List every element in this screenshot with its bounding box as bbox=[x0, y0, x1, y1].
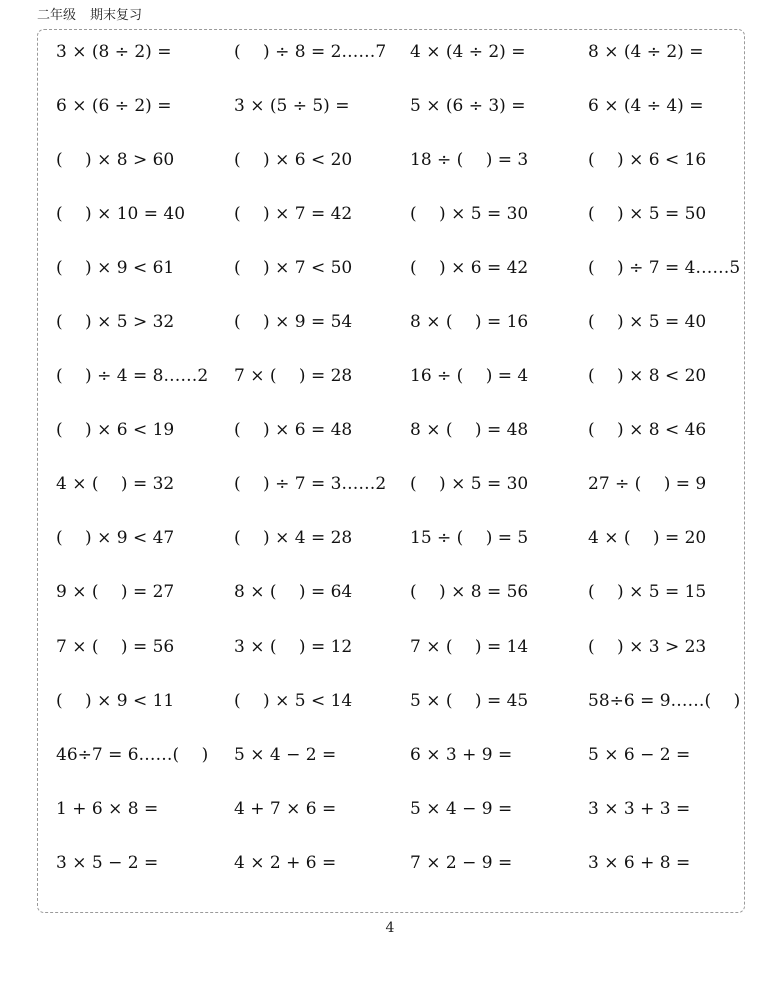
math-problem: 5 × 4 − 9 = bbox=[410, 798, 513, 819]
problem-row bbox=[56, 524, 756, 578]
math-problem: ( ) × 3 > 23 bbox=[588, 636, 707, 657]
grade-label: 二年级 bbox=[37, 8, 77, 23]
math-problem: ( ) × 8 < 46 bbox=[588, 420, 707, 441]
math-problem: 6 × (4 ÷ 4) = bbox=[588, 96, 704, 117]
math-problem: ( ) × 7 = 42 bbox=[234, 204, 353, 225]
math-problem: ( ) × 5 = 15 bbox=[588, 582, 707, 603]
math-problem: ( ) × 9 < 47 bbox=[56, 528, 175, 549]
math-problem: ( ) × 6 < 20 bbox=[234, 150, 353, 171]
math-problem: 5 × (6 ÷ 3) = bbox=[410, 96, 526, 117]
math-problem: 4 × (4 ÷ 2) = bbox=[410, 42, 526, 62]
math-problem: 7 × ( ) = 56 bbox=[56, 636, 175, 657]
math-problem: ( ) × 5 = 30 bbox=[410, 204, 529, 225]
problem-row bbox=[56, 92, 756, 146]
section-label: 期末复习 bbox=[90, 8, 143, 23]
math-problem: ( ) × 8 > 60 bbox=[56, 150, 175, 171]
problem-row bbox=[56, 416, 756, 470]
math-problem: 58÷6 = 9……( ) bbox=[588, 690, 741, 711]
math-problem: ( ) ÷ 4 = 8……2 bbox=[56, 366, 209, 387]
math-problem: ( ) × 6 < 19 bbox=[56, 420, 175, 441]
math-problem: 3 × (5 ÷ 5) = bbox=[234, 96, 350, 117]
math-problem: 8 × ( ) = 48 bbox=[410, 420, 529, 441]
math-problem: 4 × ( ) = 20 bbox=[588, 528, 707, 549]
math-problem: 46÷7 = 6……( ) bbox=[56, 744, 209, 765]
math-problem: 18 ÷ ( ) = 3 bbox=[410, 150, 529, 171]
math-problem: 6 × (6 ÷ 2) = bbox=[56, 96, 172, 117]
math-problem: 6 × 3 + 9 = bbox=[410, 744, 513, 765]
math-problem: ( ) × 9 < 11 bbox=[56, 690, 175, 711]
math-problem: 3 × 6 + 8 = bbox=[588, 852, 691, 873]
math-problem: 8 × ( ) = 64 bbox=[234, 582, 353, 603]
page-header bbox=[37, 4, 142, 23]
problem-row bbox=[56, 200, 756, 254]
math-problem: 4 × ( ) = 32 bbox=[56, 474, 175, 495]
math-problem: ( ) × 5 > 32 bbox=[56, 312, 175, 333]
math-problem: 15 ÷ ( ) = 5 bbox=[410, 528, 529, 549]
problem-row bbox=[56, 578, 756, 632]
math-problem: ( ) × 5 = 50 bbox=[588, 204, 707, 225]
math-problem: ( ) × 9 < 61 bbox=[56, 258, 175, 279]
math-problem: 3 × 3 + 3 = bbox=[588, 798, 691, 819]
math-problem: ( ) × 10 = 40 bbox=[56, 204, 186, 225]
math-problem: ( ) × 6 < 16 bbox=[588, 150, 707, 171]
math-problem: 9 × ( ) = 27 bbox=[56, 582, 175, 603]
math-problem: ( ) ÷ 7 = 3……2 bbox=[234, 474, 387, 495]
math-problem: 8 × ( ) = 16 bbox=[410, 312, 529, 333]
math-problem: 3 × (8 ÷ 2) = bbox=[56, 42, 172, 62]
problem-row bbox=[56, 308, 756, 362]
math-problem: ( ) × 6 = 42 bbox=[410, 258, 529, 279]
math-problem: 7 × ( ) = 28 bbox=[234, 366, 353, 387]
math-problem: ( ) × 5 < 14 bbox=[234, 690, 353, 711]
problem-row bbox=[56, 849, 756, 903]
problem-row bbox=[56, 795, 756, 849]
problem-row bbox=[56, 741, 756, 795]
problem-row bbox=[56, 146, 756, 200]
problem-row bbox=[56, 38, 756, 92]
math-problem: ( ) × 9 = 54 bbox=[234, 312, 353, 333]
math-problem: 4 × 2 + 6 = bbox=[234, 852, 337, 873]
math-problem: ( ) × 6 = 48 bbox=[234, 420, 353, 441]
math-problem: 5 × ( ) = 45 bbox=[410, 690, 529, 711]
math-problem: 5 × 4 − 2 = bbox=[234, 744, 337, 765]
math-problem: 7 × 2 − 9 = bbox=[410, 852, 513, 873]
math-problem: 27 ÷ ( ) = 9 bbox=[588, 474, 707, 495]
math-problem: ( ) × 8 = 56 bbox=[410, 582, 529, 603]
math-problem: 16 ÷ ( ) = 4 bbox=[410, 366, 529, 387]
math-problem: 1 + 6 × 8 = bbox=[56, 798, 159, 819]
math-problem: 8 × (4 ÷ 2) = bbox=[588, 42, 704, 62]
math-problem: ( ) ÷ 8 = 2……7 bbox=[234, 42, 387, 62]
problem-grid bbox=[56, 38, 756, 903]
math-problem: ( ) × 7 < 50 bbox=[234, 258, 353, 279]
math-problem: ( ) × 4 = 28 bbox=[234, 528, 353, 549]
math-problem: 3 × ( ) = 12 bbox=[234, 636, 353, 657]
math-problem: 5 × 6 − 2 = bbox=[588, 744, 691, 765]
math-problem: ( ) ÷ 7 = 4……5 bbox=[588, 258, 741, 279]
problem-row bbox=[56, 633, 756, 687]
problem-row bbox=[56, 470, 756, 524]
math-problem: ( ) × 5 = 30 bbox=[410, 474, 529, 495]
problem-row bbox=[56, 254, 756, 308]
math-problem: 7 × ( ) = 14 bbox=[410, 636, 529, 657]
math-problem: 4 + 7 × 6 = bbox=[234, 798, 337, 819]
problem-row bbox=[56, 687, 756, 741]
math-problem: ( ) × 5 = 40 bbox=[588, 312, 707, 333]
page-number: 4 bbox=[385, 920, 395, 936]
math-problem: 3 × 5 − 2 = bbox=[56, 852, 159, 873]
problem-row bbox=[56, 362, 756, 416]
math-problem: ( ) × 8 < 20 bbox=[588, 366, 707, 387]
